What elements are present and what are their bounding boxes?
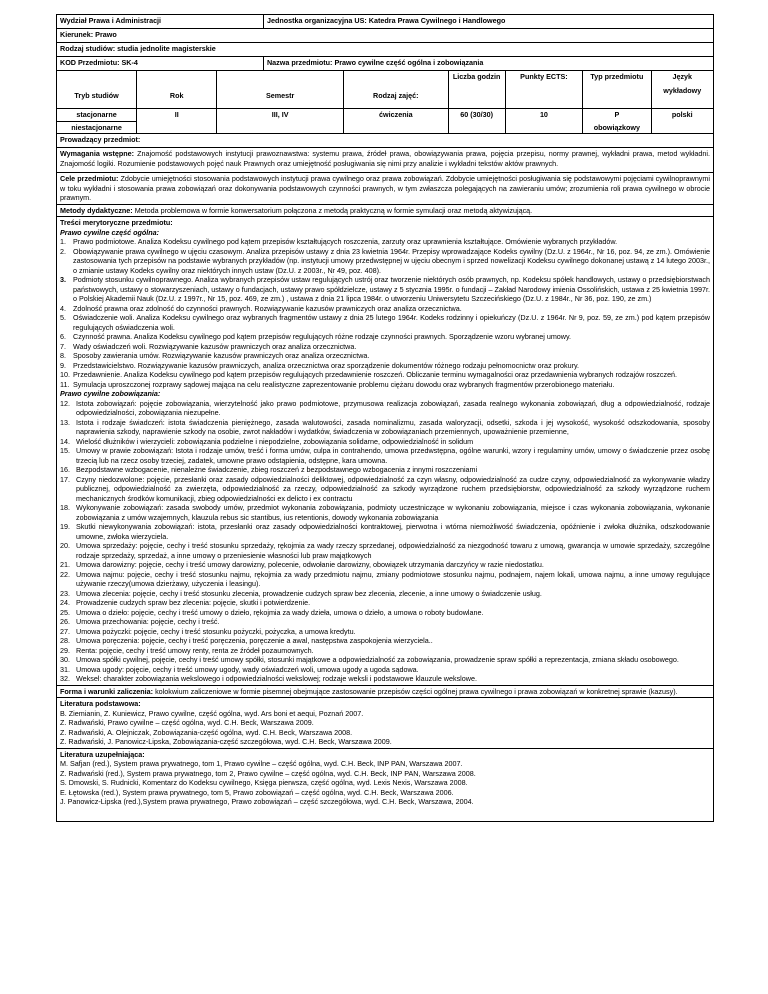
content-item <box>60 418 710 437</box>
item-text: Obowiązywanie prawa cywilnego w ujęciu czasowym. Analiza przepisów ustawy z dnia 23 kwietnia 1964r. Przepisy wprowadzające Kodeks cywilny (Dz.U. z 1964r., Nr 16, poz. 94, ze zm.). Omówienie zastosowania tych przepisów na podstawie wybranych przykładów (np. instytucji umowy przedwstępnej w ujęciu obecnym i sprzed nowelizacji Kodeksu cywilnego dokonanej ustawą z 14 lutego 2003r., o zmianie ustawy Kodeks cywilny oraz niektórych innych ustaw (Dz.U. z 2003r., Nr 49, poz. 408). <box>73 246 710 275</box>
item-text: Umowa zlecenia: pojęcie, cechy i treść stosunku zlecenia, prowadzenie cudzych spraw bez zlecenia, zlecenie, a inne umowy o świadczenie usług. <box>76 588 542 598</box>
part1-list <box>60 237 710 389</box>
content-item <box>60 304 710 314</box>
literature-item: Z. Radwański, J. Panowicz-Lipska, Zobowiązania-część szczegółowa, wyd. C.H. Beck, Warszawa 2009. <box>60 737 392 746</box>
item-number: 22. <box>60 569 70 579</box>
content-item <box>60 313 710 332</box>
content-item <box>60 237 710 247</box>
item-number: 2. <box>60 246 66 256</box>
unit-cell: Jednostka organizacyjna US: Katedra Prawa Cywilnego i Handlowego <box>263 15 713 29</box>
content-item <box>60 589 710 599</box>
content-item <box>60 598 710 608</box>
ects-header: Punkty ECTS: <box>505 71 583 109</box>
extra-literature-cell <box>57 748 714 821</box>
assessment-label: Forma i warunki zaliczenia: <box>60 686 154 696</box>
part2-list <box>60 399 710 684</box>
language-header: Język wykładowy <box>651 71 713 109</box>
part2-title: Prawo cywilne zobowiązania: <box>60 389 161 398</box>
item-text: Umowy w prawie zobowiązań: Istota i rodzaje umów, treść i forma umów, culpa in contrahendo, umowa przedwstępna, ogólne warunki, wzory i regulaminy umów, umowy o świadczenie przez osobę trzecią lub na rzecz osoby trzeciej, zadatek, umowne prawo odstąpienia, odstępne, kara umowna. <box>76 446 710 465</box>
assessment-cell <box>57 685 714 698</box>
methods-cell <box>57 204 714 217</box>
content-item <box>60 560 710 570</box>
item-number: 14. <box>60 436 70 446</box>
basic-literature-cell <box>57 698 714 749</box>
content-label: Treści merytoryczne przedmiotu: <box>60 218 173 227</box>
item-number: 32. <box>60 674 70 683</box>
item-text: Symulacja uproszczonej rozprawy sądowej mająca na celu realistyczne zaprezentowanie problemu ciężaru dowodu oraz wybranych fragmentów przerobionego materiału. <box>73 379 615 389</box>
item-number: 20. <box>60 541 70 550</box>
item-number: 23. <box>60 588 70 598</box>
item-number: 21. <box>60 560 70 569</box>
body-table <box>56 133 714 822</box>
goals-label: Cele przedmiotu: <box>60 174 119 183</box>
literature-item: Z. Radwański, Prawo cywilne – część ogólna, wyd. C.H. Beck, Warszawa 2009. <box>60 718 314 727</box>
item-text: Umowa darowizny: pojęcie, cechy i treść umowy darowizny, polecenie, odwołanie darowizny, obowiązek utrzymania darczyńcy w razie niedostatku. <box>76 560 544 569</box>
item-text: Czynność prawna. Analiza Kodeksu cywilnego pod kątem przepisów regulujących różne rodzaje czynności prawnych. Sporządzenie wzoru wybranej umowy. <box>73 332 572 341</box>
content-item <box>60 247 710 276</box>
prerequisites-cell <box>57 148 714 173</box>
content-item <box>60 570 710 589</box>
content-item <box>60 399 710 418</box>
methods-text: Metoda problemowa w formie konwersatorium połączona z metodą praktyczną w formie symulacji oraz metodą aktywizującą. <box>132 205 533 215</box>
course-name-cell: Nazwa przedmiotu: Prawo cywilne część ogólna i zobowiązania <box>263 57 713 71</box>
content-cell <box>57 217 714 686</box>
literature-item: M. Safjan (red.), System prawa prywatnego, tom 1, Prawo cywilne – część ogólna, wyd. C.H. Beck, INP PAN, Warszawa 2007. <box>60 759 463 768</box>
type-header: Typ przedmiotu <box>583 71 651 109</box>
item-text: Podmioty stosunku cywilnoprawnego. Analiza wybranych przepisów ustaw regulujących ustrój oraz tworzenie niektórych osób prawnych, np. Kodeksu spółek handlowych, ustawy o przedsiębiorstwach państwowych, ustawy o stowarzyszeniach, ustawy o fundacjach, ustawy prawo spółdzielcze, ustawy z 5 stycznia 1995r. o fundacji – Zakład Narodowy imienia Ossolińskich, ustawa z 25 kwietnia 1997r. o Polskiej Akademii Nauk (Dz.U. z 1997r., Nr 15, poz. 469, ze zm.) , ustawa z dnia 21 lipca 1984r. o utworzeniu Uniwersytetu Szczecińskiego (Dz.U. z 1984r., Nr 36, poz. 190, ze zm.) <box>73 275 710 303</box>
item-number: 26. <box>60 617 70 626</box>
content-item <box>60 361 710 371</box>
prerequisites-label: Wymagania wstępne: <box>60 149 135 158</box>
item-text: Skutki niewykonywania zobowiązań: istota, przesłanki oraz zasady odpowiedzialności kontraktowej, pierwotna i wtórna niemożliwość świadczenia, opóźnienie i zwłoka dłużnika, odszkodowanie umowne, zwłoka wierzyciela. <box>76 522 710 541</box>
content-item <box>60 342 710 352</box>
type-value: P obowiązkowy <box>583 109 651 134</box>
content-item <box>60 503 710 522</box>
item-text: Istota zobowiązań: pojęcie zobowiązania, wierzytelność jako prawo podmiotowe, przymusowa realizacja zobowiązań, zasada realnego wykonania zobowiązań, dług a odpowiedzialność, rodzaje odpowiedzialności, zobowiązania niezupełne. <box>76 398 710 417</box>
hours-header: Liczba godzin <box>448 71 505 83</box>
item-text: Zdolność prawna oraz zdolność do czynności prawnych. Rozwiązywanie kazusów prawniczych oraz analiza orzecznictwa. <box>73 303 462 313</box>
literature-item: Z. Radwański, A. Olejniczak, Zobowiązania-część ogólna, wyd. C.H. Beck, Warszawa 2008. <box>60 727 353 737</box>
info-table <box>56 70 714 134</box>
mode-parttime: niestacjonarne <box>57 121 137 134</box>
item-text: Umowa najmu: pojęcie, cechy i treść stosunku najmu, rękojmia za wady przedmiotu najmu, zmiany podmiotowe stosunku najmu, podnajem, najem lokali, umowa najmu, a inne umowy regulujące używanie rzeczy(umowa dzierżawy, użyczenia i leasingu). <box>76 569 710 588</box>
prerequisites-text: Znajomość podstawowych instytucji prawoznawstwa: systemu prawa, źródeł prawa, obowiązywania prawa, pojęcia przepisu, normy prawnej, wykładni prawa, metod wykładni. Znajomość logiki. Rozumienie podstawowych pojęć nauk Prawnych oraz umiejętność posługiwania się nimi przy analizie i wykładni tekstów aktów prawnych. <box>60 149 710 168</box>
hours-value: 60 (30/30) <box>448 109 505 134</box>
content-item <box>60 332 710 342</box>
item-number: 4. <box>60 303 66 313</box>
item-number: 5. <box>60 313 66 322</box>
literature-item: S. Dmowski, S. Rudnicki, Komentarz do Kodeksu cywilnego, Księga pierwsza, część ogólna, wyd. Lexis Nexis, Warszawa 2008. <box>60 778 468 787</box>
course-code-cell: KOD Przedmiotu: SK-4 <box>57 57 264 71</box>
mode-fulltime: stacjonarne <box>57 109 137 122</box>
content-item <box>60 475 710 504</box>
language-value: polski <box>651 109 713 134</box>
item-text: Umowa pożyczki: pojęcie, cechy i treść stosunku pożyczki, pożyczka, a umowa kredytu. <box>76 626 356 636</box>
item-number: 25. <box>60 607 70 617</box>
assessment-text: kolokwium zaliczeniowe w formie pisemnej obejmujące zastosowanie przepisów części ogólnej prawa cywilnego i prawa zobowiązań w konkretnej sprawie (kazusy). <box>153 686 678 696</box>
item-text: Przedstawicielstwo. Rozwiązywanie kazusów prawniczych, analiza orzecznictwa oraz sporządzenie dokumentów różnego rodzaju pełnomocnictw oraz prokury. <box>73 360 580 370</box>
extra-literature-label: Literatura uzupełniająca: <box>60 749 145 759</box>
faculty-cell: Wydział Prawa i Administracji <box>57 15 264 29</box>
year-value: II <box>137 109 217 134</box>
item-number: 27. <box>60 626 70 636</box>
mode-header: Tryb studiów <box>57 83 137 109</box>
content-item <box>60 380 710 390</box>
item-text: Umowa spółki cywilnej, pojęcie, cechy i treść umowy spółki, stosunki majątkowe a odpowiedzialność za zobowiązania, prowadzenie spraw spółki a reprezentacja, zmiana składu osobowego. <box>76 655 679 664</box>
methods-label: Metody dydaktyczne: <box>60 205 133 215</box>
item-number: 10. <box>60 370 70 379</box>
content-item <box>60 674 710 684</box>
semester-value: III, IV <box>217 109 344 134</box>
item-number: 17. <box>60 474 70 484</box>
item-text: Przedawnienie. Analiza Kodeksu cywilnego pod kątem przepisów regulujących przedawnienie roszczeń. Obliczanie terminu wymagalności oraz przedawnienia wybranych rodzajów roszczeń. <box>73 370 678 379</box>
item-number: 28. <box>60 636 70 645</box>
basic-literature-label: Literatura podstawowa: <box>60 699 141 708</box>
item-text: Bezpodstawne wzbogacenie, nienależne świadczenie, zbieg roszczeń z bezpodstawnego wzbogacenia z innymi roszczeniami <box>76 465 478 474</box>
instructors-cell: Prowadzący przedmiot: <box>57 134 714 148</box>
content-item <box>60 655 710 665</box>
item-text: Wady oświadczeń woli. Rozwiązywanie kazusów prawniczych oraz analiza orzecznictwa. <box>73 341 357 351</box>
literature-item: E. Łętowska (red.), System prawa prywatnego, tom 5, Prawo zobowiązań – część ogólna, wyd. C.H. Beck, Warszawa 2006. <box>60 787 454 797</box>
basic-literature-list <box>60 709 710 747</box>
item-number: 15. <box>60 446 70 455</box>
item-number: 19. <box>60 522 70 531</box>
ects-value: 10 <box>505 109 583 134</box>
item-text: Prawo podmiotowe. Analiza Kodeksu cywilnego pod kątem przepisów kształtujących roszczenia, zarzuty oraz uprawnienia kształtujące. Omówienie wybranych przykładów. <box>73 237 618 246</box>
item-number: 3. <box>60 275 66 284</box>
item-text: Czyny niedozwolone: pojęcie, przesłanki oraz zasady odpowiedzialności deliktowej, odpowiedzialność za czyn własny, odpowiedzialność za cudze czyny, odpowiedzialność za wykonywanie władzy publicznej, odpowiedzialność za zwierzęta, odpowiedzialność za rzeczy, odpowiedzialność za szkody wyrządzone ruchem przedsiębiorstw, odpowiedzialność za szkody wyrządzone ruchem mechanicznych środków komunikacji, zbieg odpowiedzialności ex delicto i ex contractu <box>76 474 710 503</box>
literature-item: J. Panowicz-Lipska (red.),System prawa prywatnego, Prawo zobowiązań – część szczegółowa, wyd. C.H. Beck, Warszawa, 2004. <box>60 797 474 806</box>
item-text: Umowa sprzedaży: pojęcie, cechy i treść stosunku sprzedaży, rękojmia za wady rzeczy sprzedanej, odpowiedzialność za niezgodność towaru z umową, gwarancja w umowie sprzedaży, szczególne rodzaje sprzedaży, sprzedaż, a inne umowy o przeniesienie własności lub praw majątkowych <box>76 541 710 560</box>
class-type-header: Rodzaj zajęć: <box>344 83 448 109</box>
item-number: 24. <box>60 598 70 607</box>
item-text: Umowa ugody: pojęcie, cechy i treść umowy ugody, wady oświadczeń woli, umowa ugody a ugoda sądowa. <box>76 664 419 674</box>
content-item <box>60 351 710 361</box>
item-number: 18. <box>60 503 70 512</box>
item-text: Umowa poręczenia: pojęcie, cechy i treść poręczenia, poręczenie a awal, następstwa zaspokojenia wierzyciela.. <box>76 636 433 645</box>
item-text: Umowa przechowania: pojęcie, cechy i treść. <box>76 617 220 626</box>
goals-text: Zdobycie umiejętności stosowania podstawowych instytucji prawa cywilnego oraz prawa zobowiązań. Zdobycie umiejętności posługiwania się podstawowymi pojęciami cywilnoprawnymi w toku wykładni i stosowania prawa zobowiązań oraz dokonywania podstawowych czynności prawnych, w tym zwłaszcza polegających na zawieraniu umów; zrozumienia roli prawa cywilnego w obrocie prawnym. <box>60 174 710 202</box>
syllabus-document <box>56 14 714 822</box>
item-text: Istota i rodzaje świadczeń: istota świadczenia pieniężnego, zasada walutowości, zasada nominalizmu, zasada waloryzacji, odsetki, szkoda i jej wysokość, wysokość odszkodowania, sposoby naprawienia szkody, naprawienie szkody na osobie, zwrot nakładów i wydatków, świadczenia w zobowiązaniach przemiennych, upoważnienie przemienne, <box>76 417 710 436</box>
content-item <box>60 541 710 560</box>
item-text: Wielość dłużników i wierzycieli: zobowiązania podzielne i niepodzielne, zobowiązania solidarne, odpowiedzialność in solidum <box>76 436 474 446</box>
item-number: 31. <box>60 664 70 674</box>
semester-header: Semestr <box>217 83 344 109</box>
content-item <box>60 522 710 541</box>
content-item <box>60 646 710 656</box>
literature-item: Z. Radwański (red.), System prawa prywatnego, tom 2, Prawo cywilne – część ogólna, wyd. C.H. Beck, INP PAN, Warszawa 2008. <box>60 768 476 778</box>
item-number: 29. <box>60 645 70 655</box>
class-type-value: ćwiczenia <box>344 109 448 134</box>
content-item <box>60 617 710 627</box>
header-table <box>56 14 714 71</box>
item-text: Sposoby zawierania umów. Rozwiązywanie kazusów prawniczych oraz analiza orzecznictwa. <box>73 351 370 360</box>
item-number: 7. <box>60 341 66 351</box>
content-item <box>60 636 710 646</box>
study-type-cell: Rodzaj studiów: studia jednolite magisterskie <box>57 43 714 57</box>
item-number: 8. <box>60 351 66 360</box>
item-text: Wykonywanie zobowiązań: zasada swobody umów, przedmiot wykonania zobowiązania, podmioty uczestniczące w wykonaniu zobowiązania, miejsce i czas wykonania zobowiązania, wykonanie zobowiązania z umów wzajemnych, klauzula rebus sic stantibus, ius retentionis, dowody wykonania zobowiązania <box>76 503 710 522</box>
item-number: 11. <box>60 379 70 389</box>
item-number: 6. <box>60 332 66 341</box>
item-text: Umowa o dzieło: pojęcie, cechy i treść umowy o dzieło, rękojmia za wady dzieła, umowa o dzieło, a umowa o roboty budowlane. <box>76 607 484 617</box>
field-cell: Kierunek: Prawo <box>57 29 714 43</box>
item-number: 1. <box>60 237 66 246</box>
item-text: Oświadczenie woli. Analiza Kodeksu cywilnego oraz wybranych fragmentów ustawy z dnia 25 lutego 1964r. Kodeks rodzinny i opiekuńczy (Dz.U. z 1964r. Nr 9, poz. 59, ze zm.) pod kątem przepisów regulujących oświadczenia woli. <box>73 313 710 332</box>
item-number: 9. <box>60 360 66 370</box>
content-item <box>60 465 710 475</box>
item-text: Weksel: charakter zobowiązania wekslowego i odpowiedzialności wekslowej; rodzaje weksli i podstawowe klauzule wekslowe. <box>76 674 477 683</box>
content-item <box>60 665 710 675</box>
extra-literature-list <box>60 759 710 807</box>
content-item <box>60 437 710 447</box>
item-text: Renta: pojęcie, cechy i treść umowy renty, renta ze źródeł pozaumownych. <box>76 645 314 655</box>
content-item <box>60 446 710 465</box>
literature-item: B. Ziemianin, Z. Kuniewicz, Prawo cywilne, część ogólna, wyd. Ars boni et aequi, Poznań 2007. <box>60 708 364 718</box>
content-item <box>60 370 710 380</box>
item-number: 30. <box>60 655 70 664</box>
goals-cell <box>57 173 714 205</box>
content-item <box>60 627 710 637</box>
item-number: 12. <box>60 398 70 408</box>
item-text: Prowadzenie cudzych spraw bez zlecenia: pojęcie, skutki i potwierdzenie. <box>76 598 311 607</box>
item-number: 16. <box>60 465 70 474</box>
content-item <box>60 608 710 618</box>
part1-title: Prawo cywilne część ogólna: <box>60 227 160 237</box>
item-number: 13. <box>60 417 70 427</box>
content-item <box>60 275 710 304</box>
year-header: Rok <box>137 83 217 109</box>
